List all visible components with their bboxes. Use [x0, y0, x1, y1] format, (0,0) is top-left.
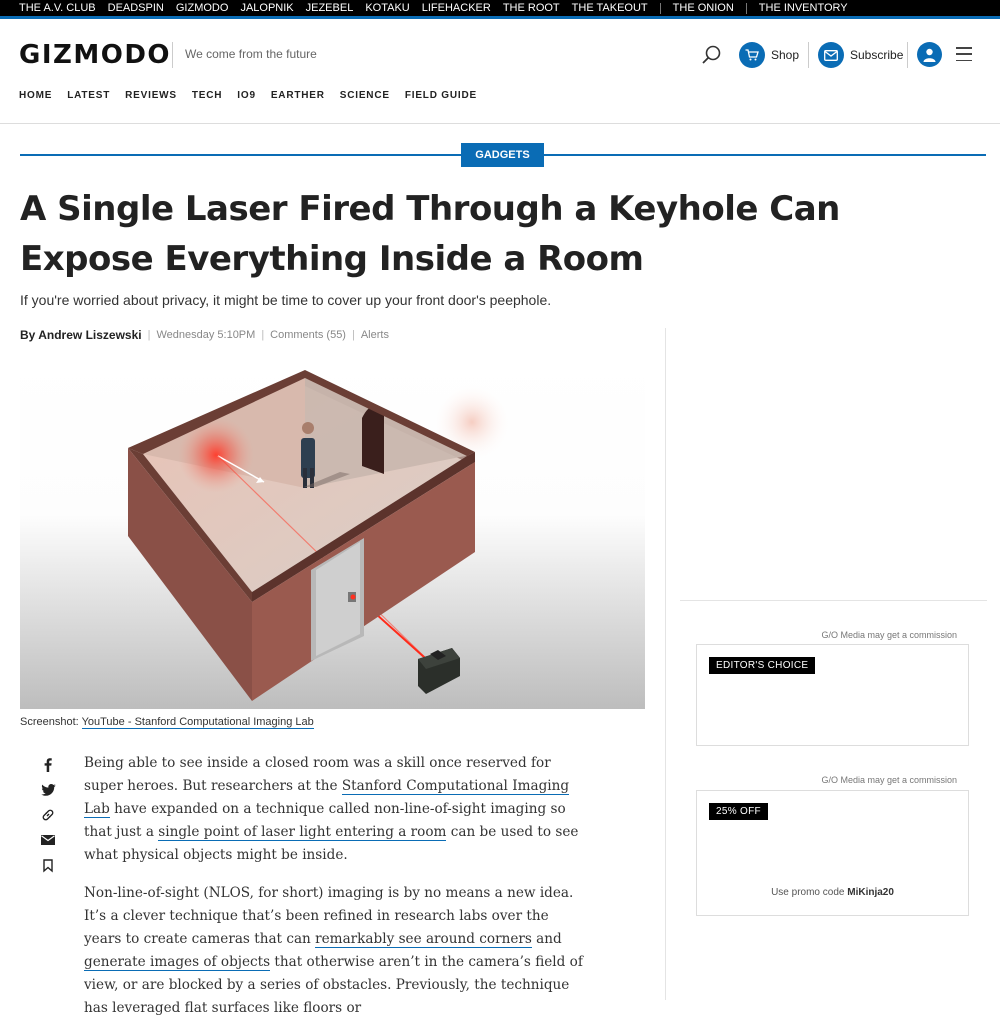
inline-link[interactable]: Stanford Computational Imaging Lab: [84, 778, 570, 817]
inline-link[interactable]: remarkably see around corners: [315, 931, 532, 947]
deal-card[interactable]: [696, 790, 969, 916]
nav-reviews[interactable]: REVIEWS: [125, 90, 177, 101]
inline-link[interactable]: single point of laser light entering a room: [158, 824, 447, 840]
shop-button[interactable]: [739, 42, 799, 68]
network-divider: [746, 3, 747, 14]
network-link-deadspin[interactable]: DEADSPIN: [107, 2, 164, 14]
network-divider: [660, 3, 661, 14]
network-link-jalopnik[interactable]: JALOPNIK: [240, 2, 294, 14]
promo-code: MiKinja20: [847, 887, 894, 898]
commission-note: G/O Media may get a commission: [821, 630, 957, 640]
mail-icon: [818, 42, 844, 68]
main-nav: [19, 90, 492, 101]
network-link-theinventory[interactable]: THE INVENTORY: [758, 2, 848, 14]
nav-tech[interactable]: TECH: [191, 90, 223, 101]
link-icon[interactable]: [40, 807, 56, 823]
network-bar: [0, 0, 1000, 19]
cart-icon: [739, 42, 765, 68]
header-divider: [907, 42, 908, 68]
site-logo[interactable]: GIZMODO: [19, 40, 172, 70]
network-link-lifehacker[interactable]: LIFEHACKER: [421, 2, 491, 14]
network-link-thetakeout[interactable]: THE TAKEOUT: [571, 2, 648, 14]
share-toolbar: [40, 757, 56, 882]
hero-image: [20, 356, 645, 709]
search-icon[interactable]: [701, 44, 723, 66]
image-caption: Screenshot: YouTube - Stanford Computational Imaging Lab: [20, 716, 314, 728]
network-link-gizmodo[interactable]: GIZMODO: [175, 2, 229, 14]
comments-link[interactable]: Comments (55): [270, 329, 346, 341]
publish-date: Wednesday 5:10PM: [156, 329, 256, 341]
user-avatar-icon[interactable]: [917, 42, 942, 67]
network-link-theonion[interactable]: THE ONION: [672, 2, 734, 14]
commission-note: G/O Media may get a commission: [821, 775, 957, 785]
category-badge[interactable]: GADGETS: [461, 143, 544, 167]
article-body: [84, 752, 584, 1035]
site-tagline: We come from the future: [185, 47, 317, 61]
caption-source-link[interactable]: YouTube - Stanford Computational Imaging Lab: [81, 716, 314, 728]
paragraph: Non-line-of-sight (NLOS, for short) imaging is by no means a new idea. It’s a clever technique that’s been refined in research labs over the years to create cameras that can remarkably see around corners and generate images of objects that otherwise aren’t in the camera’s field of view, or are blocked by a series of obstacles. Previously, the technique has leveraged flat surfaces like floors or: [84, 885, 583, 1016]
nav-io9[interactable]: IO9: [237, 90, 256, 101]
facebook-icon[interactable]: [40, 757, 56, 773]
deal-card[interactable]: [696, 644, 969, 746]
nav-home[interactable]: HOME: [19, 90, 53, 101]
paragraph: Being able to see inside a closed room was a skill once reserved for super heroes. But researchers at the Stanford Computational Imaging Lab have expanded on a technique called non-line-of-sight imaging so that just a single point of laser light entering a room can be used to see what physical objects might be inside.: [84, 755, 579, 863]
editors-choice-badge: EDITOR'S CHOICE: [709, 657, 815, 674]
nav-earther[interactable]: EARTHER: [270, 90, 325, 101]
article-title: A Single Laser Fired Through a Keyhole Can Expose Everything Inside a Room: [20, 189, 840, 279]
article-subtitle: If you're worried about privacy, it might be time to cover up your front door's peephole.: [20, 292, 552, 308]
alerts-link[interactable]: Alerts: [360, 329, 389, 341]
bookmark-icon[interactable]: [40, 857, 56, 873]
site-header: [0, 22, 1000, 124]
promo-code-text: Use promo code MiKinja20: [771, 887, 894, 898]
discount-badge: 25% OFF: [709, 803, 768, 820]
column-divider: [665, 328, 666, 1000]
nav-field-guide[interactable]: FIELD GUIDE: [404, 90, 477, 101]
nav-latest[interactable]: LATEST: [67, 90, 111, 101]
byline: By Andrew Liszewski | Wednesday 5:10PM | Comments (55) | Alerts: [20, 328, 389, 342]
inline-link[interactable]: generate images of objects: [84, 954, 271, 970]
twitter-icon[interactable]: [40, 782, 56, 798]
subscribe-button[interactable]: [818, 42, 903, 68]
nav-science[interactable]: SCIENCE: [339, 90, 390, 101]
author-link[interactable]: By Andrew Liszewski: [20, 328, 142, 342]
shop-label: Shop: [771, 48, 800, 62]
header-divider: [808, 42, 809, 68]
sidebar-rule: [680, 600, 987, 601]
network-link-avclub[interactable]: THE A.V. CLUB: [19, 2, 96, 14]
network-link-theroot[interactable]: THE ROOT: [502, 2, 560, 14]
email-share-icon[interactable]: [40, 832, 56, 848]
network-link-jezebel[interactable]: JEZEBEL: [305, 2, 354, 14]
hamburger-menu-icon[interactable]: [956, 47, 972, 61]
subscribe-label: Subscribe: [850, 48, 904, 62]
logo-divider: [172, 42, 173, 68]
network-link-kotaku[interactable]: KOTAKU: [365, 2, 410, 14]
